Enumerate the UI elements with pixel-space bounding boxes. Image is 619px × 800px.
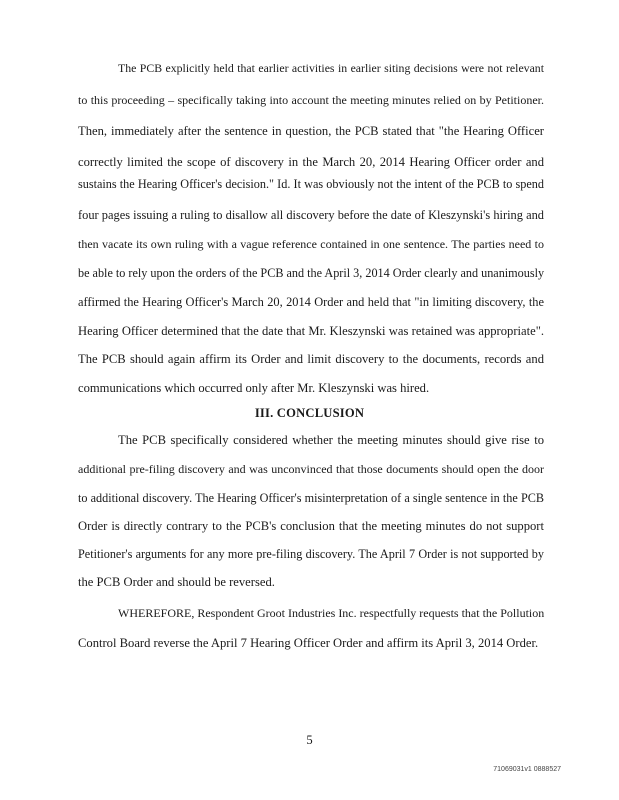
paragraph-line: be able to rely upon the orders of the PCB and the April 3, 2014 Order clearly and unanimously bbox=[78, 266, 545, 280]
paragraph-line: to additional discovery. The Hearing Officer's misinterpretation of a single sentence in the PCB bbox=[78, 491, 544, 505]
paragraph-line: correctly limited the scope of discovery in the March 20, 2014 Hearing Officer order and bbox=[78, 155, 544, 169]
paragraph-line: Order is directly contrary to the PCB's conclusion that the meeting minutes do not support bbox=[78, 519, 544, 533]
paragraph-line: Petitioner's arguments for any more pre-filing discovery. The April 7 Order is not supported by bbox=[78, 547, 544, 561]
paragraph-line: sustains the Hearing Officer's decision." Id. It was obviously not the intent of the PCB to spend bbox=[78, 177, 544, 191]
document-id: 71069031v1 0888527 bbox=[493, 766, 561, 773]
paragraph-line: Hearing Officer determined that the date that Mr. Kleszynski was retained was appropriate". bbox=[78, 324, 544, 338]
paragraph-line: WHEREFORE, Respondent Groot Industries Inc. respectfully requests that the Pollution bbox=[118, 606, 545, 620]
paragraph-line: The PCB specifically considered whether the meeting minutes should give rise to bbox=[118, 433, 544, 447]
paragraph-line: communications which occurred only after Mr. Kleszynski was hired. bbox=[78, 381, 430, 395]
paragraph-line: Then, immediately after the sentence in question, the PCB stated that "the Hearing Officer bbox=[78, 124, 544, 138]
paragraph-line: the PCB Order and should be reversed. bbox=[78, 575, 275, 589]
paragraph-line: The PCB explicitly held that earlier activities in earlier siting decisions were not relevant bbox=[118, 61, 544, 75]
paragraph-line: then vacate its own ruling with a vague reference contained in one sentence. The parties need to bbox=[78, 237, 544, 251]
paragraph-line: four pages issuing a ruling to disallow all discovery before the date of Kleszynski's hiring and bbox=[78, 208, 544, 222]
paragraph-line: Control Board reverse the April 7 Hearing Officer Order and affirm its April 3, 2014 Order. bbox=[78, 636, 539, 650]
section-heading: III. CONCLUSION bbox=[254, 406, 365, 420]
paragraph-line: to this proceeding – specifically taking into account the meeting minutes relied on by Petitioner. bbox=[78, 93, 544, 107]
paragraph-line: additional pre-filing discovery and was unconvinced that those documents should open the door bbox=[78, 462, 544, 476]
paragraph-line: The PCB should again affirm its Order and limit discovery to the documents, records and bbox=[78, 352, 544, 366]
paragraph-line: affirmed the Hearing Officer's March 20, 2014 Order and held that "in limiting discovery, the bbox=[78, 295, 544, 309]
page-number: 5 bbox=[306, 733, 313, 747]
